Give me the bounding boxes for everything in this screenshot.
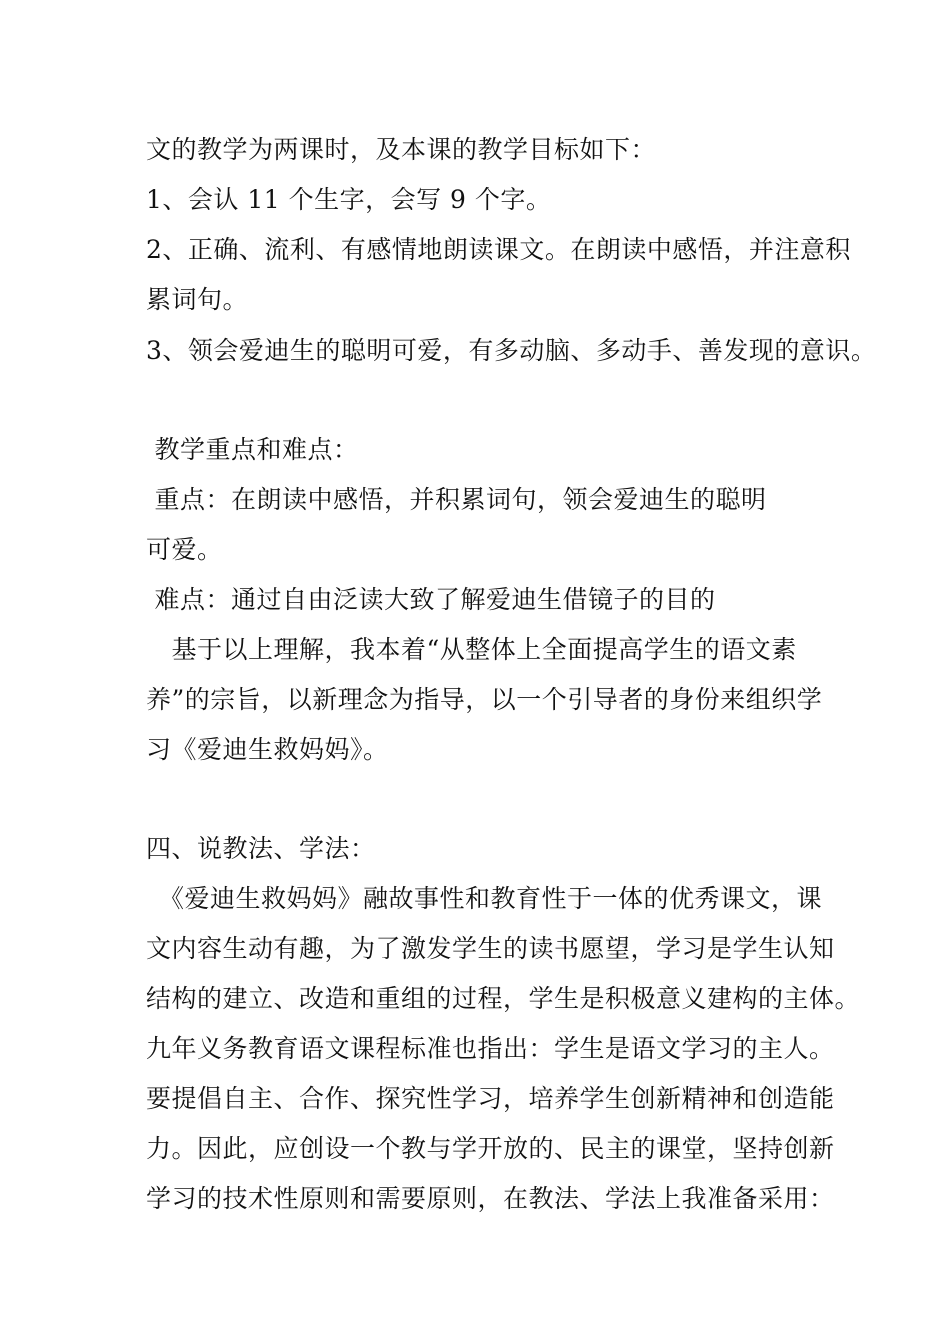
text-line: 重点：在朗读中感悟，并积累词句，领会爱迪生的聪明 [146, 485, 767, 514]
text-line: 可爱。 [146, 535, 223, 564]
text-line: 文内容生动有趣，为了激发学生的读书愿望，学习是学生认知 [146, 934, 835, 963]
text-line: 习《爱迪生救妈妈》。 [146, 735, 389, 764]
text-line: 要提倡自主、合作、探究性学习，培养学生创新精神和创造能 [146, 1084, 835, 1113]
text-line: 力。因此，应创设一个教与学开放的、民主的课堂，坚持创新 [146, 1134, 835, 1163]
text-line: 1、会认 11 个生字，会写 9 个字。 [146, 185, 552, 214]
text-line: 3、领会爱迪生的聪明可爱，有多动脑、多动手、善发现的意识。 [146, 336, 877, 365]
text-line: 九年义务教育语文课程标准也指出：学生是语文学习的主人。 [146, 1034, 835, 1063]
text-line: 养”的宗旨，以新理念为指导，以一个引导者的身份来组织学 [146, 685, 823, 714]
text-line: 累词句。 [146, 285, 249, 314]
text-line: 2、正确、流利、有感情地朗读课文。在朗读中感悟，并注意积 [146, 235, 851, 264]
text-line: 《爱迪生救妈妈》融故事性和教育性于一体的优秀课文，课 [146, 884, 823, 913]
text-line: 基于以上理解，我本着“从整体上全面提高学生的语文素 [146, 635, 797, 664]
text-line: 难点：通过自由泛读大致了解爱迪生借镜子的目的 [146, 585, 716, 614]
text-line: 学习的技术性原则和需要原则，在教法、学法上我准备采用： [146, 1184, 835, 1213]
section-heading: 教学重点和难点： [146, 435, 359, 464]
text-line: 结构的建立、改造和重组的过程，学生是积极意义建构的主体。 [146, 984, 861, 1013]
text-line: 文的教学为两课时，及本课的教学目标如下： [146, 135, 657, 164]
section-heading: 四、说教法、学法： [146, 834, 376, 863]
